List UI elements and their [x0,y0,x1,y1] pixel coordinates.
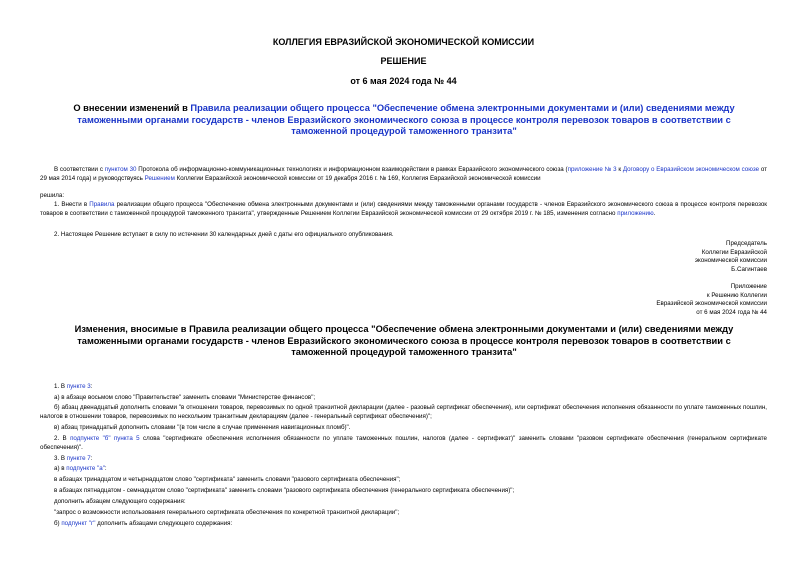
point-7-link[interactable]: пункте 7 [66,455,91,462]
annex-ref-line: Приложение [730,283,767,290]
appendix-3-link[interactable]: приложение № 3 [567,166,617,173]
change-1c: в) абзац тринадцатый дополнить словами "(в том числе в случае применения навигационных пломб)". [54,424,351,431]
subpoint-b-point-5-link[interactable]: подпункте "б" пункта 5 [70,435,140,442]
signature-line: Председатель [726,240,767,247]
change-3a-line: в абзацах пятнадцатом - семнадцатом слово "сертификата" заменить словами "разового сертификата обеспечения (генерального сертификата обеспечения)"; [54,487,515,494]
subpoint-g-link[interactable]: подпункт "г" [61,520,96,527]
rules-title-link[interactable]: Правила реализации общего процесса "Обеспечение обмена электронными документами и (или) сведениями между таможенными органами государств - членов Евразийского экономического союза в процессе контроля перевозок товаров в соответствии с таможенной процедурой таможенного транзита" [77,103,735,136]
decision-169-link[interactable]: Решением [144,174,175,182]
signature-name: Б.Сагинтаев [731,265,767,273]
item-1-paragraph: 1. Внести в Правила реализации общего процесса "Обеспечение обмена электронными документами и (или) сведениями между таможенными органами государств - членов Евразийского экономического союза в процессе контроля перевозок товаров в соответствии с таможенной процедурой таможенного транзита", утвержденные Решением Коллегии Евразийской экономической комиссии от 29 октября 2019 г. № 185, изменения согласно приложению. [40,201,767,217]
change-3-heading: 3. В пункте 7: [54,455,93,462]
rules-link[interactable]: Правила [89,201,115,208]
eaeu-treaty-link[interactable]: Договору о Евразийском экономическом союзе [622,166,760,173]
change-3a-quote: "запрос о возможности использования генерального сертификата обеспечения по конкретной транзитной декларации"; [54,509,400,516]
change-1a: а) в абзаце восьмом слово "Правительстве" заменить словами "Министерстве финансов"; [54,394,316,401]
resolved-word: решила: [40,192,65,199]
change-1-heading: 1. В пункте 3: [54,383,93,390]
annex-title: Изменения, вносимые в Правила реализации общего процесса "Обеспечение обмена электронными документами и (или) сведениями между таможенными органами государств - членов Евразийского экономического союза в процессе контроля перевозок товаров в соответствии с таможенной процедурой таможенного транзита" [74,324,734,357]
document-title: О внесении изменений в Правила реализации общего процесса "Обеспечение обмена электронными документами и (или) сведениями между таможенными органами государств - членов Евразийского экономического союза в процессе контроля перевозок товаров в соответствии с таможенной процедурой таможенного транзита" [73,103,735,136]
item-2-paragraph: 2. Настоящее Решение вступает в силу по истечении 30 календарных дней с даты его официального опубликования. [54,231,394,238]
point-3-link[interactable]: пункте 3 [66,383,91,390]
signature-line: Коллегии Евразийской [701,248,767,256]
annex-link[interactable]: приложению [617,209,654,217]
change-1b: б) абзац двенадцатый дополнить словами "в отношении товаров, перевозимых по одной транзитной декларации (далее - разовый сертификат обеспечения), или сертификат обеспечения исполнения обязанности по уплате таможенных пошлин, налогов в отношении товаров, перевозимых по нескольким транзитным декларациям (далее - генеральный сертификат обеспечения)"; [40,404,767,420]
change-3a-heading: а) в подпункте "а": [54,465,107,472]
annex-ref-line: от 6 мая 2024 года № 44 [696,308,767,316]
change-2-paragraph: 2. В подпункте "б" пункта 5 слова "сертификате обеспечения исполнения обязанности по уплате таможенных пошлин, налогов (далее - сертификат)" заменить словами "разовом сертификате обеспечения (генеральном сертификате обеспечения)". [40,435,767,451]
doc-date: от 6 мая 2024 года № 44 [350,76,457,86]
change-3a-line: дополнить абзацем следующего содержания: [54,498,186,505]
annex-ref-line: к Решению Коллегии [706,291,767,299]
change-3b-heading: б) подпункт "г" дополнить абзацами следующего содержания: [54,520,233,527]
signature-block [695,240,767,274]
annex-reference [656,283,767,317]
subpoint-a-link[interactable]: подпункте "а" [66,465,105,472]
org-heading: КОЛЛЕГИЯ ЕВРАЗИЙСКОЙ ЭКОНОМИЧЕСКОЙ КОМИССИИ [272,37,535,47]
point-30-link[interactable]: пунктом 30 [104,166,137,173]
signature-line: экономической комиссии [694,257,767,265]
doc-type-heading: РЕШЕНИЕ [380,56,427,66]
preamble-paragraph: В соответствии с пунктом 30 Протокола об информационно-коммуникационных технологиях и информационном взаимодействии в рамках Евразийского экономического союза (приложение № 3 к Договору о Евразийском экономическом союзе от 29 мая 2014 года) и руководствуясь Решением Коллегии Евразийской экономической комиссии от 19 декабря 2016 г. № 169, Коллегия Евразийской экономической комиссии [40,166,768,182]
change-3a-line: в абзацах тринадцатом и четырнадцатом слово "сертификата" заменить словами "разового сертификата обеспечения"; [54,476,401,483]
annex-ref-line: Евразийской экономической комиссии [656,300,767,308]
